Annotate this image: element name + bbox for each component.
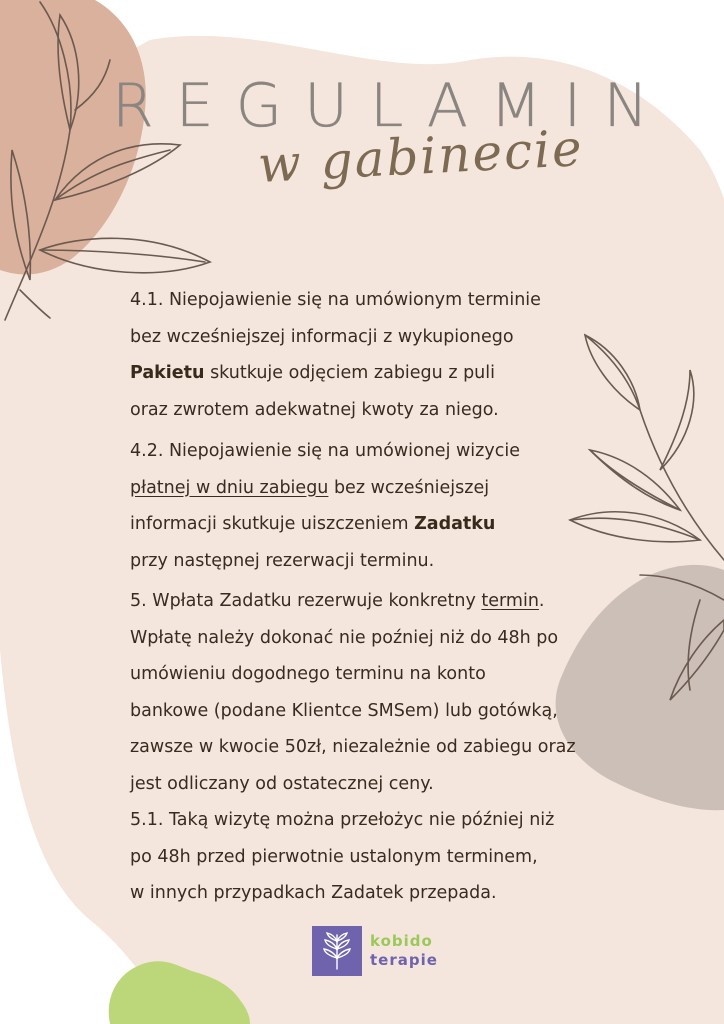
rule-line: 4.2. Niepojawienie się na umówionej wizycie	[130, 441, 520, 461]
bold-term: Pakietu	[130, 363, 205, 383]
rule-text: informacji skutkuje uiszczeniem	[130, 514, 415, 534]
underlined-term: termin	[481, 591, 539, 611]
page-subtitle: w gabinecie	[256, 118, 585, 194]
rule-line: 4.1. Niepojawienie się na umówionym terminie	[130, 290, 541, 310]
brand-name-line2: terapie	[370, 951, 438, 969]
rule-line: jest odliczany od ostatecznej ceny.	[130, 773, 434, 794]
brand-logo	[312, 926, 438, 976]
rule-line: po 48h przed pierwotnie ustalonym terminem,	[130, 846, 538, 867]
brand-name-line1: kobido	[370, 932, 433, 950]
rule-text: skutkuje odjęciem zabiegu z puli	[204, 363, 495, 383]
rule-line	[130, 506, 520, 543]
rule-5-1	[130, 802, 554, 912]
rule-text: .	[538, 591, 545, 611]
leaf-sprig-icon	[312, 926, 362, 976]
rule-line	[130, 583, 576, 620]
rule-4-1	[130, 282, 541, 428]
rule-line: 5.1. Taką wizytę można przełożyc nie później niż	[130, 810, 555, 830]
rule-line: zawsze w kwocie 50zł, niezależnie od zabiegu oraz	[130, 737, 576, 757]
rule-line: oraz zwrotem adekwatnej kwoty za niego.	[130, 399, 499, 420]
rule-line: umówieniu dogodnego terminu na konto	[130, 664, 486, 684]
rule-5	[130, 583, 576, 802]
rule-text: 5. Wpłata Zadatku rezerwuje konkretny	[130, 591, 482, 611]
rule-4-2	[130, 433, 520, 579]
rule-line: Wpłatę należy dokonać nie poźniej niż do 48h po	[130, 627, 559, 648]
bold-term: Zadatku	[414, 514, 496, 534]
rule-line: bez wcześniejszej informacji z wykupionego	[130, 326, 514, 347]
rule-line: w innych przypadkach Zadatek przepada.	[130, 883, 497, 903]
rule-line	[130, 470, 520, 507]
page-title: REGULAMIN	[112, 71, 671, 141]
rule-line: przy następnej rezerwacji terminu.	[130, 550, 435, 571]
underlined-term: płatnej w dniu zabiegu	[130, 477, 329, 498]
brand-name	[370, 932, 438, 970]
rule-text: bez wcześniejszej	[328, 477, 490, 498]
rule-line	[130, 355, 541, 392]
rule-line: bankowe (podane Klientce SMSem) lub gotówką,	[130, 700, 558, 721]
